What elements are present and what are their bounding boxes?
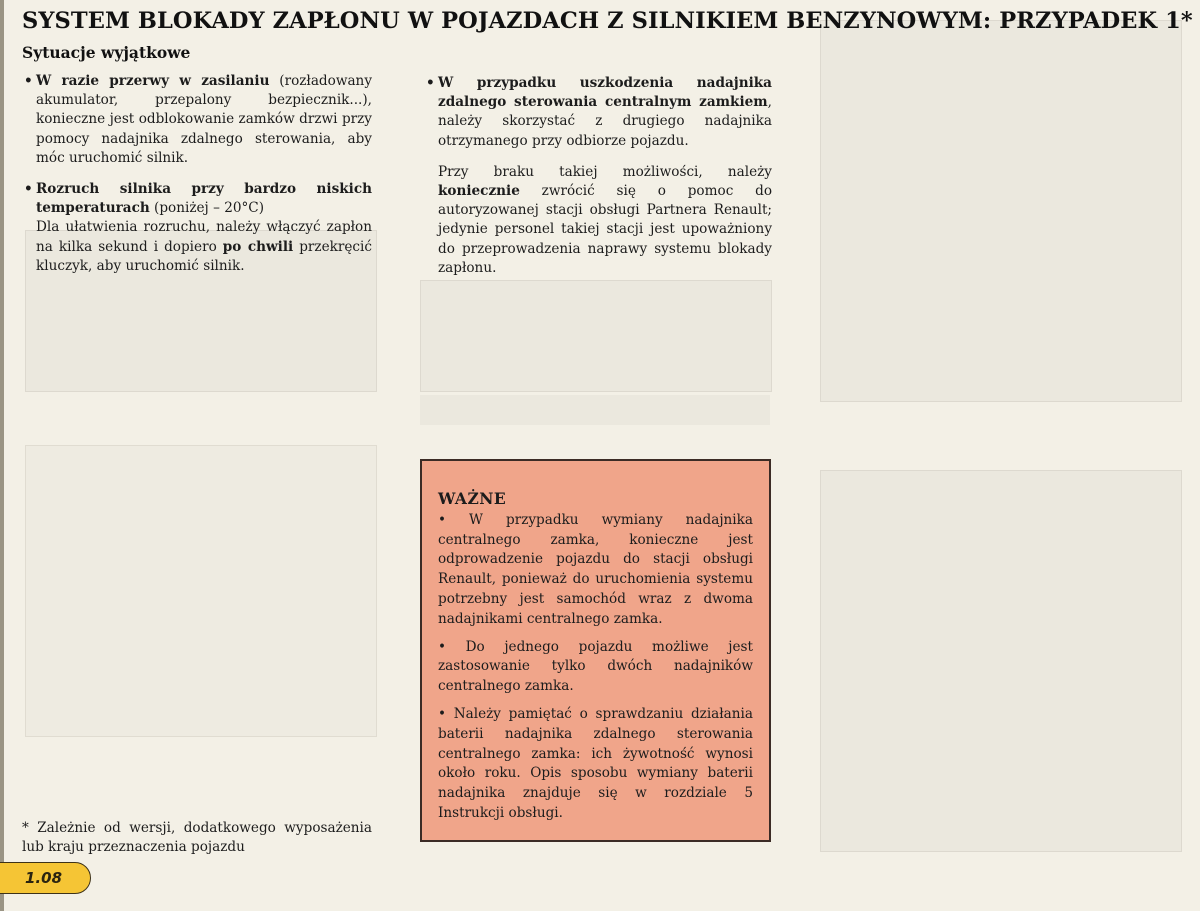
show-through-right-upper [820, 20, 1182, 402]
power-interruption-heading: W razie przerwy w zasilaniu [36, 73, 270, 89]
important-bullet-battery: • Należy pamiętać o sprawdzaniu działania baterii nadajnika zdalnego sterowania centralnego zamka: ich żywotność wynosi około roku. Opis sposobu wymiany baterii nadajnika znajduje się w rozdziale 5 Instrukcji obsługi. [438, 705, 753, 821]
page-number: 1.08 [25, 869, 63, 887]
cold-start-temperature: (poniżej – 20°C) [149, 200, 265, 217]
cold-start-instructions: Dla ułatwienia rozruchu, należy włączyć zapłon na kilka sekund i dopiero po chwili przekręcić kluczyk, aby uruchomić silnik. [36, 219, 372, 274]
power-interruption-item [22, 72, 372, 168]
cold-start-heading: Rozruch silnika przy bardzo niskich temperaturach [36, 181, 372, 217]
important-bullet-replacement: • W przypadku wymiany nadajnika centralnego zamka, konieczne jest odprowadzenie pojazdu do stacji obsługi Renault, ponieważ do uruchomienia systemu potrzebny jest samochód wraz z dwoma nadajnikami centralnego zamka. [438, 511, 753, 627]
remote-failure-heading: W przypadku uszkodzenia nadajnika zdalnego sterowania centralnym zamkiem [438, 75, 772, 111]
footnote: * Zależnie od wersji, dodatkowego wyposażenia lub kraju przeznaczenia pojazdu [22, 819, 372, 855]
bullet-marker: • [24, 73, 33, 89]
power-interruption-text: (rozładowany akumulator, przepalony bezpiecznik...), konieczne jest odblokowanie zamków drzwi przy pomocy nadajnika zdalnego sterowania, aby móc uruchomić silnik. [36, 73, 372, 166]
middle-column [424, 74, 772, 278]
cold-start-emphasis: po chwili [222, 238, 294, 255]
show-through-middle-illustration [420, 280, 772, 392]
cold-start-item [22, 180, 372, 218]
remote-failure-text: , należy skorzystać z drugiego nadajnika otrzymanego przy odbiorze pojazdu. [438, 94, 772, 149]
show-through-left-lower [25, 445, 377, 737]
bullet-marker: • [24, 181, 33, 198]
show-through-middle-caption [420, 395, 770, 425]
important-bullet-two-remotes: • Do jednego pojazdu możliwe jest zastosowanie tylko dwóch nadajników centralnego zamka. [438, 638, 753, 695]
section-title: Sytuacje wyjątkowe [22, 43, 191, 62]
bullet-marker: • [426, 75, 435, 91]
left-column [22, 72, 372, 276]
page-left-edge [0, 0, 4, 911]
important-notice-box [420, 459, 771, 842]
page-title: SYSTEM BLOKADY ZAPŁONU W POJAZDACH Z SILNIKIEM BENZYNOWYM: PRZYPADEK 1* [22, 8, 1193, 34]
service-contact-paragraph: Przy braku takiej możliwości, należy koniecznie zwrócić się o pomoc do autoryzowanej stacji obsługi Partnera Renault; jedynie personel takiej stacji jest upoważniony do przeprowadzenia naprawy systemu blokady zapłonu. [438, 163, 772, 276]
page-number-tab [0, 862, 91, 894]
important-heading: WAŻNE [438, 489, 507, 508]
remote-failure-item [424, 74, 772, 151]
service-contact-emphasis: koniecznie [438, 183, 520, 200]
show-through-right-lower [820, 470, 1182, 852]
